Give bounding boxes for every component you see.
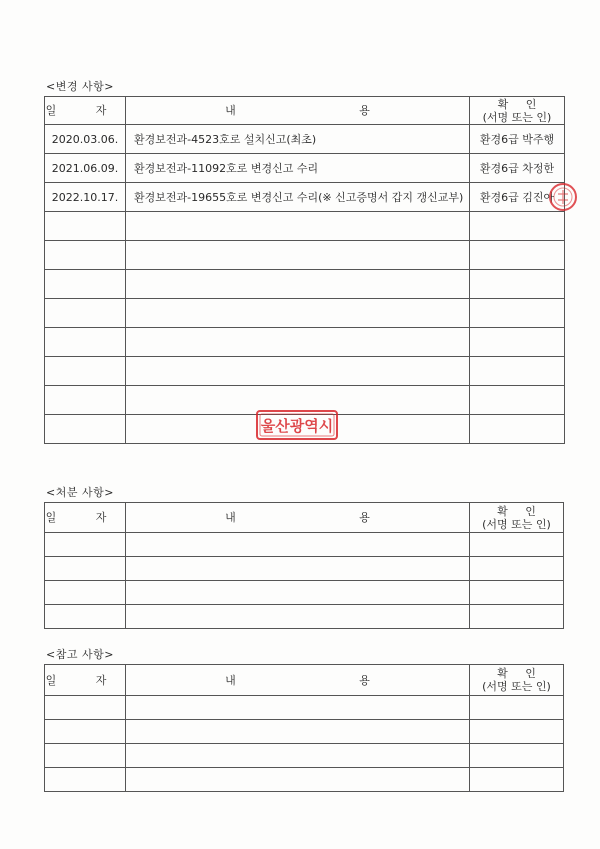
table-header-row bbox=[45, 503, 564, 533]
seal-stamp-text: 울산광역시 bbox=[260, 417, 334, 435]
date-cell bbox=[45, 605, 126, 629]
header-date-label: 일 자 bbox=[45, 104, 125, 117]
table-row bbox=[45, 154, 565, 183]
content-cell bbox=[126, 720, 470, 744]
city-seal-stamp bbox=[256, 410, 338, 440]
confirm-cell: 환경6급 김진아 bbox=[470, 183, 565, 212]
table-row bbox=[45, 299, 565, 328]
content-cell: 환경보전과-19655호로 변경신고 수리(※ 신고증명서 갑지 갱신교부) bbox=[126, 183, 470, 212]
content-cell bbox=[126, 357, 470, 386]
date-cell bbox=[45, 386, 126, 415]
confirm-cell bbox=[470, 768, 564, 792]
disposition-section-title: <처분 사항> bbox=[46, 486, 114, 499]
content-cell: 환경보전과-11092호로 변경신고 수리 bbox=[126, 154, 470, 183]
confirm-cell bbox=[470, 605, 564, 629]
date-cell bbox=[45, 744, 126, 768]
confirm-cell bbox=[470, 270, 565, 299]
header-confirm-line2: (서명 또는 인) bbox=[482, 680, 551, 693]
date-cell bbox=[45, 415, 126, 444]
date-cell bbox=[45, 557, 126, 581]
content-cell bbox=[126, 299, 470, 328]
confirm-cell bbox=[470, 533, 564, 557]
table-header-row bbox=[45, 97, 565, 125]
date-cell bbox=[45, 533, 126, 557]
date-cell: 2021.06.09. bbox=[45, 154, 126, 183]
table-row bbox=[45, 744, 564, 768]
date-cell bbox=[45, 328, 126, 357]
change-section-title: <변경 사항> bbox=[46, 80, 114, 93]
header-confirm-line1: 확 인 bbox=[497, 667, 536, 680]
content-cell: 환경보전과-4523호로 설치신고(최초) bbox=[126, 125, 470, 154]
date-cell bbox=[45, 299, 126, 328]
header-content-label: 내 용 bbox=[225, 511, 370, 524]
date-cell bbox=[45, 241, 126, 270]
confirm-cell bbox=[470, 720, 564, 744]
change-history-table bbox=[44, 96, 565, 444]
confirm-cell bbox=[470, 299, 565, 328]
table-row bbox=[45, 357, 565, 386]
table-row bbox=[45, 212, 565, 241]
header-confirm bbox=[470, 503, 564, 533]
table-row bbox=[45, 581, 564, 605]
confirm-cell bbox=[470, 696, 564, 720]
header-date-label: 일 자 bbox=[45, 673, 125, 687]
header-content bbox=[126, 97, 470, 125]
table-row bbox=[45, 557, 564, 581]
confirm-cell bbox=[470, 241, 565, 270]
header-date bbox=[45, 665, 126, 696]
header-confirm-line2: (서명 또는 인) bbox=[482, 110, 552, 124]
confirm-cell bbox=[470, 581, 564, 605]
content-cell bbox=[126, 212, 470, 241]
confirm-cell bbox=[470, 557, 564, 581]
content-cell bbox=[126, 270, 470, 299]
header-confirm bbox=[470, 665, 564, 696]
confirm-cell bbox=[470, 212, 565, 241]
table-row bbox=[45, 241, 565, 270]
header-confirm-line2: (서명 또는 인) bbox=[482, 517, 551, 531]
disposition-table bbox=[44, 502, 564, 629]
table-row bbox=[45, 328, 565, 357]
content-cell bbox=[126, 768, 470, 792]
table-row bbox=[45, 720, 564, 744]
date-cell bbox=[45, 357, 126, 386]
date-cell bbox=[45, 581, 126, 605]
header-content-label: 내 용 bbox=[225, 104, 370, 117]
content-cell bbox=[126, 241, 470, 270]
content-cell bbox=[126, 744, 470, 768]
table-row bbox=[45, 768, 564, 792]
confirm-cell bbox=[470, 357, 565, 386]
content-cell bbox=[126, 605, 470, 629]
confirm-cell bbox=[470, 328, 565, 357]
header-content bbox=[126, 503, 470, 533]
date-cell bbox=[45, 270, 126, 299]
confirm-cell bbox=[470, 744, 564, 768]
table-row bbox=[45, 605, 564, 629]
date-cell bbox=[45, 720, 126, 744]
content-cell bbox=[126, 696, 470, 720]
table-row bbox=[45, 183, 565, 212]
content-cell bbox=[126, 557, 470, 581]
confirm-cell bbox=[470, 386, 565, 415]
header-date-label: 일 자 bbox=[45, 511, 125, 524]
date-cell: 2022.10.17. bbox=[45, 183, 126, 212]
header-confirm-line1: 확 인 bbox=[497, 504, 536, 518]
header-confirm bbox=[470, 97, 565, 125]
header-content bbox=[126, 665, 470, 696]
seal-stamp-graphic bbox=[256, 410, 338, 440]
personal-seal-graphic bbox=[548, 182, 578, 212]
header-date bbox=[45, 97, 126, 125]
content-cell bbox=[126, 328, 470, 357]
confirm-cell: 환경6급 박주행 bbox=[470, 125, 565, 154]
reference-section-title: <참고 사항> bbox=[46, 648, 114, 661]
personal-seal-stamp bbox=[548, 182, 578, 212]
date-cell bbox=[45, 768, 126, 792]
confirm-cell: 환경6급 차정한 bbox=[470, 154, 565, 183]
header-content-label: 내 용 bbox=[225, 673, 370, 687]
date-cell bbox=[45, 212, 126, 241]
date-cell bbox=[45, 696, 126, 720]
table-header-row bbox=[45, 665, 564, 696]
date-cell: 2020.03.06. bbox=[45, 125, 126, 154]
table-row bbox=[45, 270, 565, 299]
table-row bbox=[45, 696, 564, 720]
header-date bbox=[45, 503, 126, 533]
content-cell bbox=[126, 533, 470, 557]
header-confirm-line1: 확 인 bbox=[497, 97, 537, 111]
table-row bbox=[45, 533, 564, 557]
confirm-cell bbox=[470, 415, 565, 444]
reference-table bbox=[44, 664, 564, 792]
content-cell bbox=[126, 581, 470, 605]
table-row bbox=[45, 125, 565, 154]
